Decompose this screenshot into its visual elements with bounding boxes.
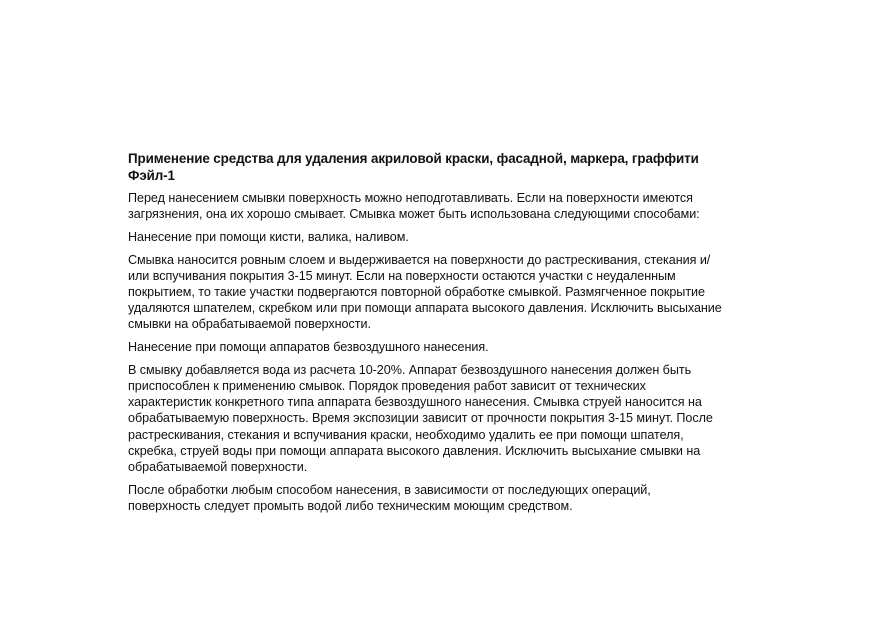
text-line: После обработки любым способом нанесения, в зависимости от последующих операций,: [128, 482, 651, 497]
text-line: растрескивания, стекания и вспучивания краски, необходимо удалить ее при помощи шпателя,: [128, 427, 684, 442]
text-line: Перед нанесением смывки поверхность можно неподготавливать. Если на поверхности имеются: [128, 191, 693, 205]
paragraph-conclusion: [128, 482, 768, 514]
text-line: смывки на обрабатываемой поверхности.: [128, 317, 371, 332]
text-line: Нанесение при помощи кисти, валика, наливом.: [128, 229, 409, 244]
text-line: покрытием, то такие участки подвергаются повторной обработке смывкой. Размягченное покрытие: [128, 285, 705, 300]
document-body: [128, 150, 768, 521]
paragraph-method-brush: [128, 252, 768, 333]
title-line: Применение средства для удаления акриловой краски, фасадной, маркера, граффити: [128, 151, 699, 166]
text-line: или вспучивания покрытия 3-15 минут. Если на поверхности остаются участки с неудаленным: [128, 268, 676, 283]
paragraph-method-brush-heading: [128, 229, 768, 245]
text-line: скребка, струей воды при помощи аппарата высокого давления. Исключить высыхание смывки на: [128, 443, 701, 458]
text-line: загрязнения, она их хорошо смывает. Смывка может быть использована следующими способами:: [128, 207, 700, 222]
text-line: приспособлен к применению смывок. Порядок проведения работ зависит от технических: [128, 379, 646, 394]
text-line: обрабатываемой поверхности.: [128, 460, 308, 475]
text-line: Нанесение при помощи аппаратов безвоздушного нанесения.: [128, 340, 489, 355]
title-line: Фэйл-1: [128, 168, 175, 183]
paragraph-intro: [128, 190, 768, 222]
text-line: удаляются шпателем, скребком или при помощи аппарата высокого давления. Исключить высыхание: [128, 301, 722, 316]
text-line: обрабатываемую поверхность. Время экспозиции зависит от прочности покрытия 3-15 минут. После: [128, 411, 713, 426]
document-title: [128, 150, 768, 184]
paragraph-method-airless-heading: [128, 339, 768, 355]
text-line: В смывку добавляется вода из расчета 10-20%. Аппарат безвоздушного нанесения должен быть: [128, 362, 692, 377]
text-line: характеристик конкретного типа аппарата безвоздушного нанесения. Смывка струей наносится на: [128, 395, 702, 410]
paragraph-method-airless: [128, 362, 768, 475]
text-line: поверхность следует промыть водой либо техническим моющим средством.: [128, 498, 573, 513]
text-line: Смывка наносится ровным слоем и выдерживается на поверхности до растрескивания, стекания и/: [128, 252, 711, 267]
